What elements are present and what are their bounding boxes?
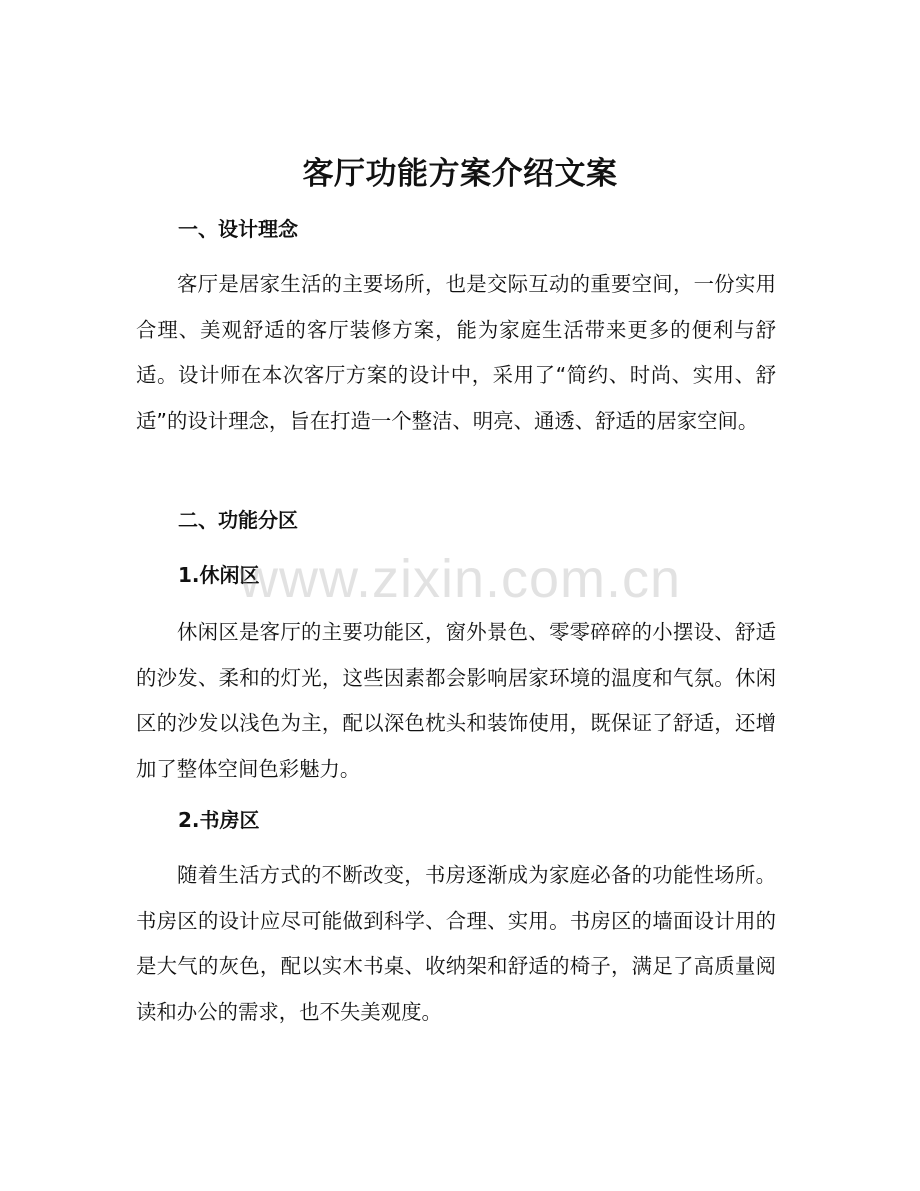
- document-title: 客厅功能方案介绍文案: [302, 156, 618, 192]
- watermark: www.zixin.com.cn: [238, 549, 682, 609]
- section-heading-design-concept: 一、设计理念: [178, 217, 298, 241]
- paragraph-design-concept: 客厅是居家生活的主要场所，也是交际互动的重要空间，一份实用合理、美观舒适的客厅装修方案，能为家庭生活带来更多的便利与舒适。设计师在本次客厅方案的设计中，采用了“简约、时尚、实用、舒适”的设计理念，旨在打造一个整洁、明亮、通透、舒适的居家空间。: [136, 272, 776, 433]
- subsection-heading-study-area: 2.书房区: [178, 808, 260, 832]
- subsection-heading-leisure-area: 1.休闲区: [178, 563, 260, 587]
- paragraph-leisure-area: 休闲区是客厅的主要功能区，窗外景色、零零碎碎的小摆设、舒适的沙发、柔和的灯光，这些因素都会影响居家环境的温度和气氛。休闲区的沙发以浅色为主，配以深色枕头和装饰使用，既保证了舒适，还增加了整体空间色彩魅力。: [136, 620, 776, 781]
- paragraph-study-area: 随着生活方式的不断改变，书房逐渐成为家庭必备的功能性场所。书房区的设计应尽可能做到科学、合理、实用。书房区的墙面设计用的是大气的灰色，配以实木书桌、收纳架和舒适的椅子，满足了高质量阅读和办公的需求，也不失美观度。: [136, 863, 776, 1024]
- section-heading-functional-zones: 二、功能分区: [178, 508, 298, 532]
